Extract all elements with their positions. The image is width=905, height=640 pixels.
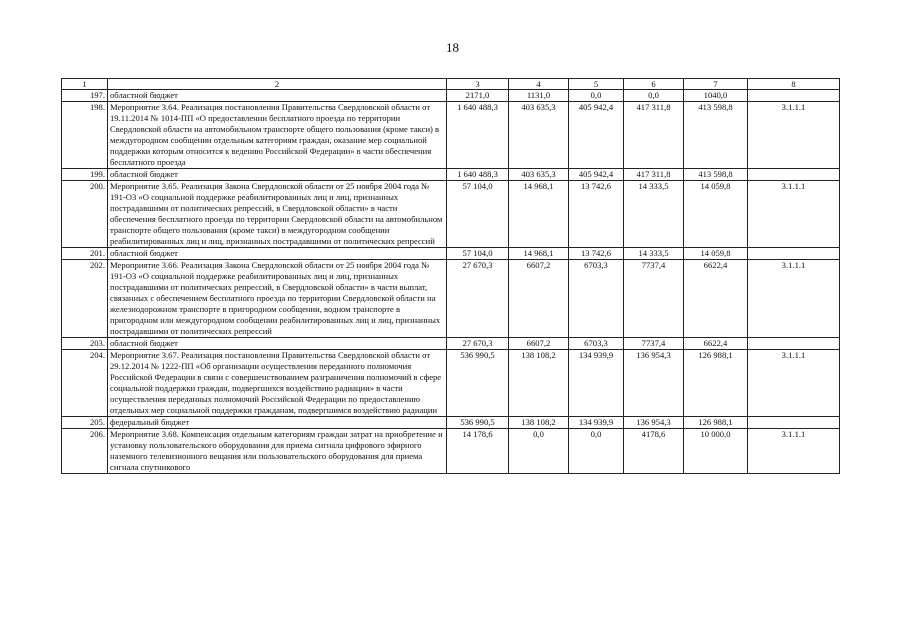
target-code: 3.1.1.1 <box>748 260 840 338</box>
row-number: 198. <box>62 102 108 169</box>
row-description: Мероприятие 3.68. Компенсация отдельным категориям граждан затрат на приобретение и установку пользовательского оборудования для приема сигнала цифрового эфирного наземного телевизионного вещания или пользовательского оборудования для приема сигнала спутникового <box>108 429 447 474</box>
page-number: 18 <box>446 40 459 55</box>
table-row <box>62 350 840 417</box>
row-number: 197. <box>62 90 108 102</box>
row-description: областной бюджет <box>108 248 447 260</box>
target-code <box>748 417 840 429</box>
value-total: 57 104,0 <box>447 248 509 260</box>
column-header: 1 <box>62 79 108 90</box>
row-number: 199. <box>62 169 108 181</box>
row-description: областной бюджет <box>108 90 447 102</box>
column-header: 5 <box>569 79 624 90</box>
value-total: 1 640 488,3 <box>447 102 509 169</box>
value-col4: 14 968,1 <box>509 248 569 260</box>
column-header: 2 <box>108 79 447 90</box>
value-col7: 413 598,8 <box>684 169 748 181</box>
target-code <box>748 338 840 350</box>
value-col4: 138 108,2 <box>509 417 569 429</box>
value-col7: 126 988,1 <box>684 350 748 417</box>
value-total: 1 640 488,3 <box>447 169 509 181</box>
column-header: 4 <box>509 79 569 90</box>
value-col4: 14 968,1 <box>509 181 569 248</box>
value-col5: 0,0 <box>569 429 624 474</box>
value-col7: 6622,4 <box>684 260 748 338</box>
table-row <box>62 260 840 338</box>
target-code: 3.1.1.1 <box>748 102 840 169</box>
column-header: 8 <box>748 79 840 90</box>
value-col4: 6607,2 <box>509 338 569 350</box>
row-description: областной бюджет <box>108 338 447 350</box>
row-description: Мероприятие 3.64. Реализация постановления Правительства Свердловской области от 19.11.2014 № 1014-ПП «О предоставлении бесплатного проезда по территории Свердловской области на автомобильном транспорте общего пользования (кроме такси) в междугородном сообщении отдельным категориям граждан, оказание мер социальной поддержки которым относится к ведению Российской Федерации» в части обеспечения бесплатного проезда <box>108 102 447 169</box>
value-col5: 134 939,9 <box>569 350 624 417</box>
target-code: 3.1.1.1 <box>748 350 840 417</box>
value-total: 536 990,5 <box>447 417 509 429</box>
value-col4: 138 108,2 <box>509 350 569 417</box>
value-col7: 1040,0 <box>684 90 748 102</box>
value-total: 27 670,3 <box>447 260 509 338</box>
row-number: 201. <box>62 248 108 260</box>
target-code <box>748 248 840 260</box>
value-col6: 0,0 <box>624 90 684 102</box>
row-number: 203. <box>62 338 108 350</box>
value-col6: 7737,4 <box>624 338 684 350</box>
value-col6: 417 311,8 <box>624 102 684 169</box>
column-header: 7 <box>684 79 748 90</box>
table-row <box>62 248 840 260</box>
value-total: 27 670,3 <box>447 338 509 350</box>
value-col6: 417 311,8 <box>624 169 684 181</box>
value-col5: 6703,3 <box>569 260 624 338</box>
row-description: Мероприятие 3.65. Реализация Закона Свердловской области от 25 ноября 2004 года № 191-ОЗ «О социальной поддержке реабилитированных лиц и лиц, признанных пострадавшими от политических репрессий, в Свердловской области» в части обеспечения бесплатного проезда по территории Свердловской области на автомобильном транспорте общего пользования (кроме такси) в междугородном сообщении реабилитированных лиц и лиц, признанных пострадавшими от политических репрессий <box>108 181 447 248</box>
table-row <box>62 90 840 102</box>
table-row <box>62 169 840 181</box>
column-header: 6 <box>624 79 684 90</box>
target-code <box>748 169 840 181</box>
row-number: 206. <box>62 429 108 474</box>
table-row <box>62 429 840 474</box>
value-col7: 14 059,8 <box>684 248 748 260</box>
value-col6: 136 954,3 <box>624 350 684 417</box>
value-col6: 7737,4 <box>624 260 684 338</box>
row-description: областной бюджет <box>108 169 447 181</box>
value-col7: 10 000,0 <box>684 429 748 474</box>
value-col4: 403 635,3 <box>509 102 569 169</box>
value-col4: 0,0 <box>509 429 569 474</box>
value-col6: 4178,6 <box>624 429 684 474</box>
column-header: 3 <box>447 79 509 90</box>
value-total: 2171,0 <box>447 90 509 102</box>
value-col7: 126 988,1 <box>684 417 748 429</box>
row-number: 204. <box>62 350 108 417</box>
row-description: Мероприятие 3.66. Реализация Закона Свердловской области от 25 ноября 2004 года № 191-ОЗ «О социальной поддержке реабилитированных лиц и лиц, признанных пострадавшими от политических репрессий, в Свердловской области» в части выплат, связанных с обеспечением бесплатного проезда по территории Свердловской области на железнодорожном транспорте в пригородном сообщении, водном транспорте в пригородном или междугородном сообщении реабилитированных лиц и лиц, признанных пострадавшими от политических репрессий <box>108 260 447 338</box>
row-number: 200. <box>62 181 108 248</box>
value-col7: 413 598,8 <box>684 102 748 169</box>
value-total: 14 178,6 <box>447 429 509 474</box>
value-col5: 13 742,6 <box>569 181 624 248</box>
value-col6: 136 954,3 <box>624 417 684 429</box>
value-col4: 403 635,3 <box>509 169 569 181</box>
value-col5: 405 942,4 <box>569 169 624 181</box>
target-code: 3.1.1.1 <box>748 181 840 248</box>
budget-table <box>61 78 840 474</box>
value-col5: 134 939,9 <box>569 417 624 429</box>
value-col7: 14 059,8 <box>684 181 748 248</box>
row-number: 205. <box>62 417 108 429</box>
target-code <box>748 90 840 102</box>
value-col4: 1131,0 <box>509 90 569 102</box>
table-row <box>62 102 840 169</box>
value-col6: 14 333,5 <box>624 248 684 260</box>
value-col7: 6622,4 <box>684 338 748 350</box>
value-col5: 6703,3 <box>569 338 624 350</box>
value-total: 536 990,5 <box>447 350 509 417</box>
row-description: Мероприятие 3.67. Реализация постановления Правительства Свердловской области от 29.12.2014 № 1222-ПП «Об организации осуществления переданного полномочия Российской Федерации в связи с совершенствованием разграничения полномочий в сфере социальной поддержки граждан, подвергшихся воздействию радиации» в части осуществления переданных полномочий Российской Федерации по предоставлению отдельных мер социальной поддержки гражданам, подвергшимся воздействию радиации <box>108 350 447 417</box>
table-header-row <box>62 79 840 90</box>
table-row <box>62 338 840 350</box>
value-col6: 14 333,5 <box>624 181 684 248</box>
value-total: 57 104,0 <box>447 181 509 248</box>
table-row <box>62 417 840 429</box>
row-description: федеральный бюджет <box>108 417 447 429</box>
value-col5: 0,0 <box>569 90 624 102</box>
table-row <box>62 181 840 248</box>
row-number: 202. <box>62 260 108 338</box>
value-col5: 405 942,4 <box>569 102 624 169</box>
value-col5: 13 742,6 <box>569 248 624 260</box>
value-col4: 6607,2 <box>509 260 569 338</box>
target-code: 3.1.1.1 <box>748 429 840 474</box>
